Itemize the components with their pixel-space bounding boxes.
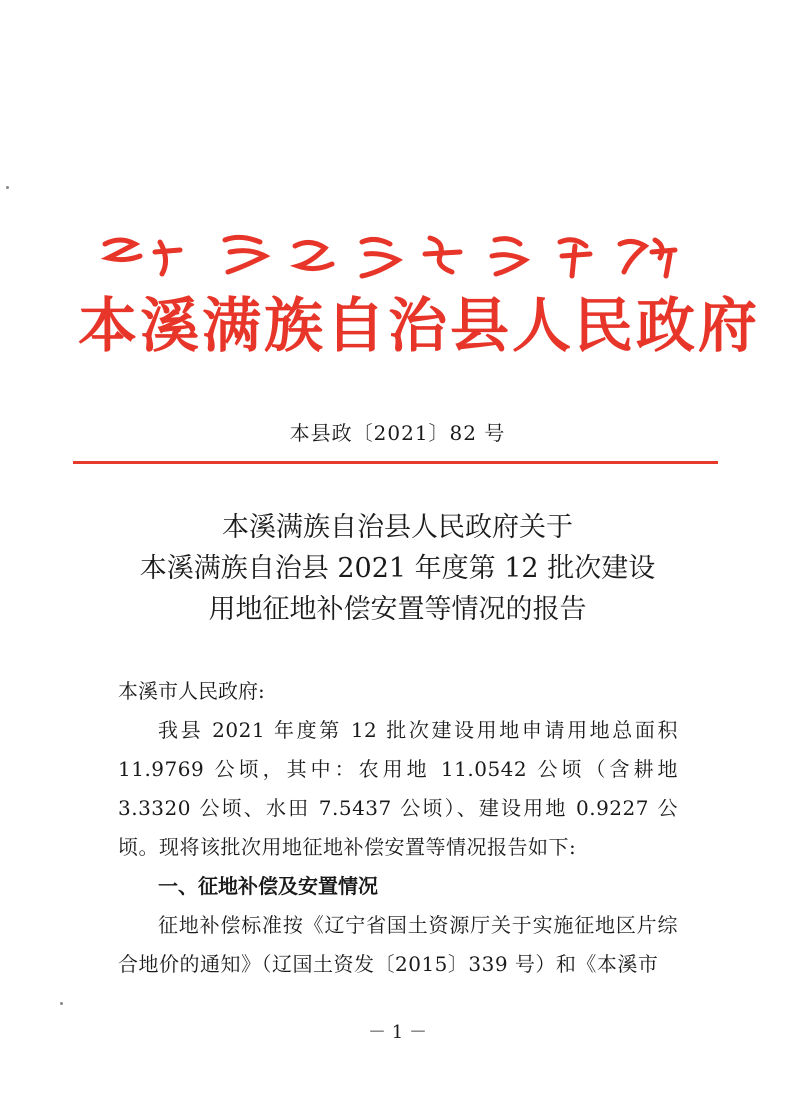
title-line-1: 本溪满族自治县人民政府关于 (222, 512, 573, 543)
org-letterhead-title: 本溪满族自治县人民政府 (78, 291, 761, 360)
scan-speck (6, 186, 9, 189)
manchu-script-graphic (100, 232, 680, 282)
document-number: 本县政〔2021〕82 号 (289, 421, 506, 445)
salutation: 本溪市人民政府: (118, 679, 265, 703)
document-title (0, 507, 795, 630)
manchu-script-line (100, 232, 680, 282)
paragraph-2: 征地补偿标准按《辽宁省国土资源厅关于实施征地区片综合地价的通知》（辽国土资发〔2015〕339 号）和《本溪市 (118, 913, 678, 976)
title-line-3: 用地征地补偿安置等情况的报告 (208, 594, 587, 625)
document-body (118, 672, 678, 984)
title-line-2: 本溪满族自治县 2021 年度第 12 批次建设 (139, 553, 656, 584)
red-divider-rule (73, 461, 718, 464)
scan-speck (60, 1002, 63, 1005)
page-number: － 1 － (368, 1022, 427, 1043)
section-heading-1: 一、征地补偿及安置情况 (158, 874, 378, 898)
paragraph-1: 我县 2021 年度第 12 批次建设用地申请用地总面积 11.9769 公顷，其中：农用地 11.0542 公顷（含耕地 3.3320 公顷、水田 7.5437 公顷）、建设用地 0.9227 公顷。现将该批次用地征地补偿安置等情况报告如下: (118, 718, 678, 859)
